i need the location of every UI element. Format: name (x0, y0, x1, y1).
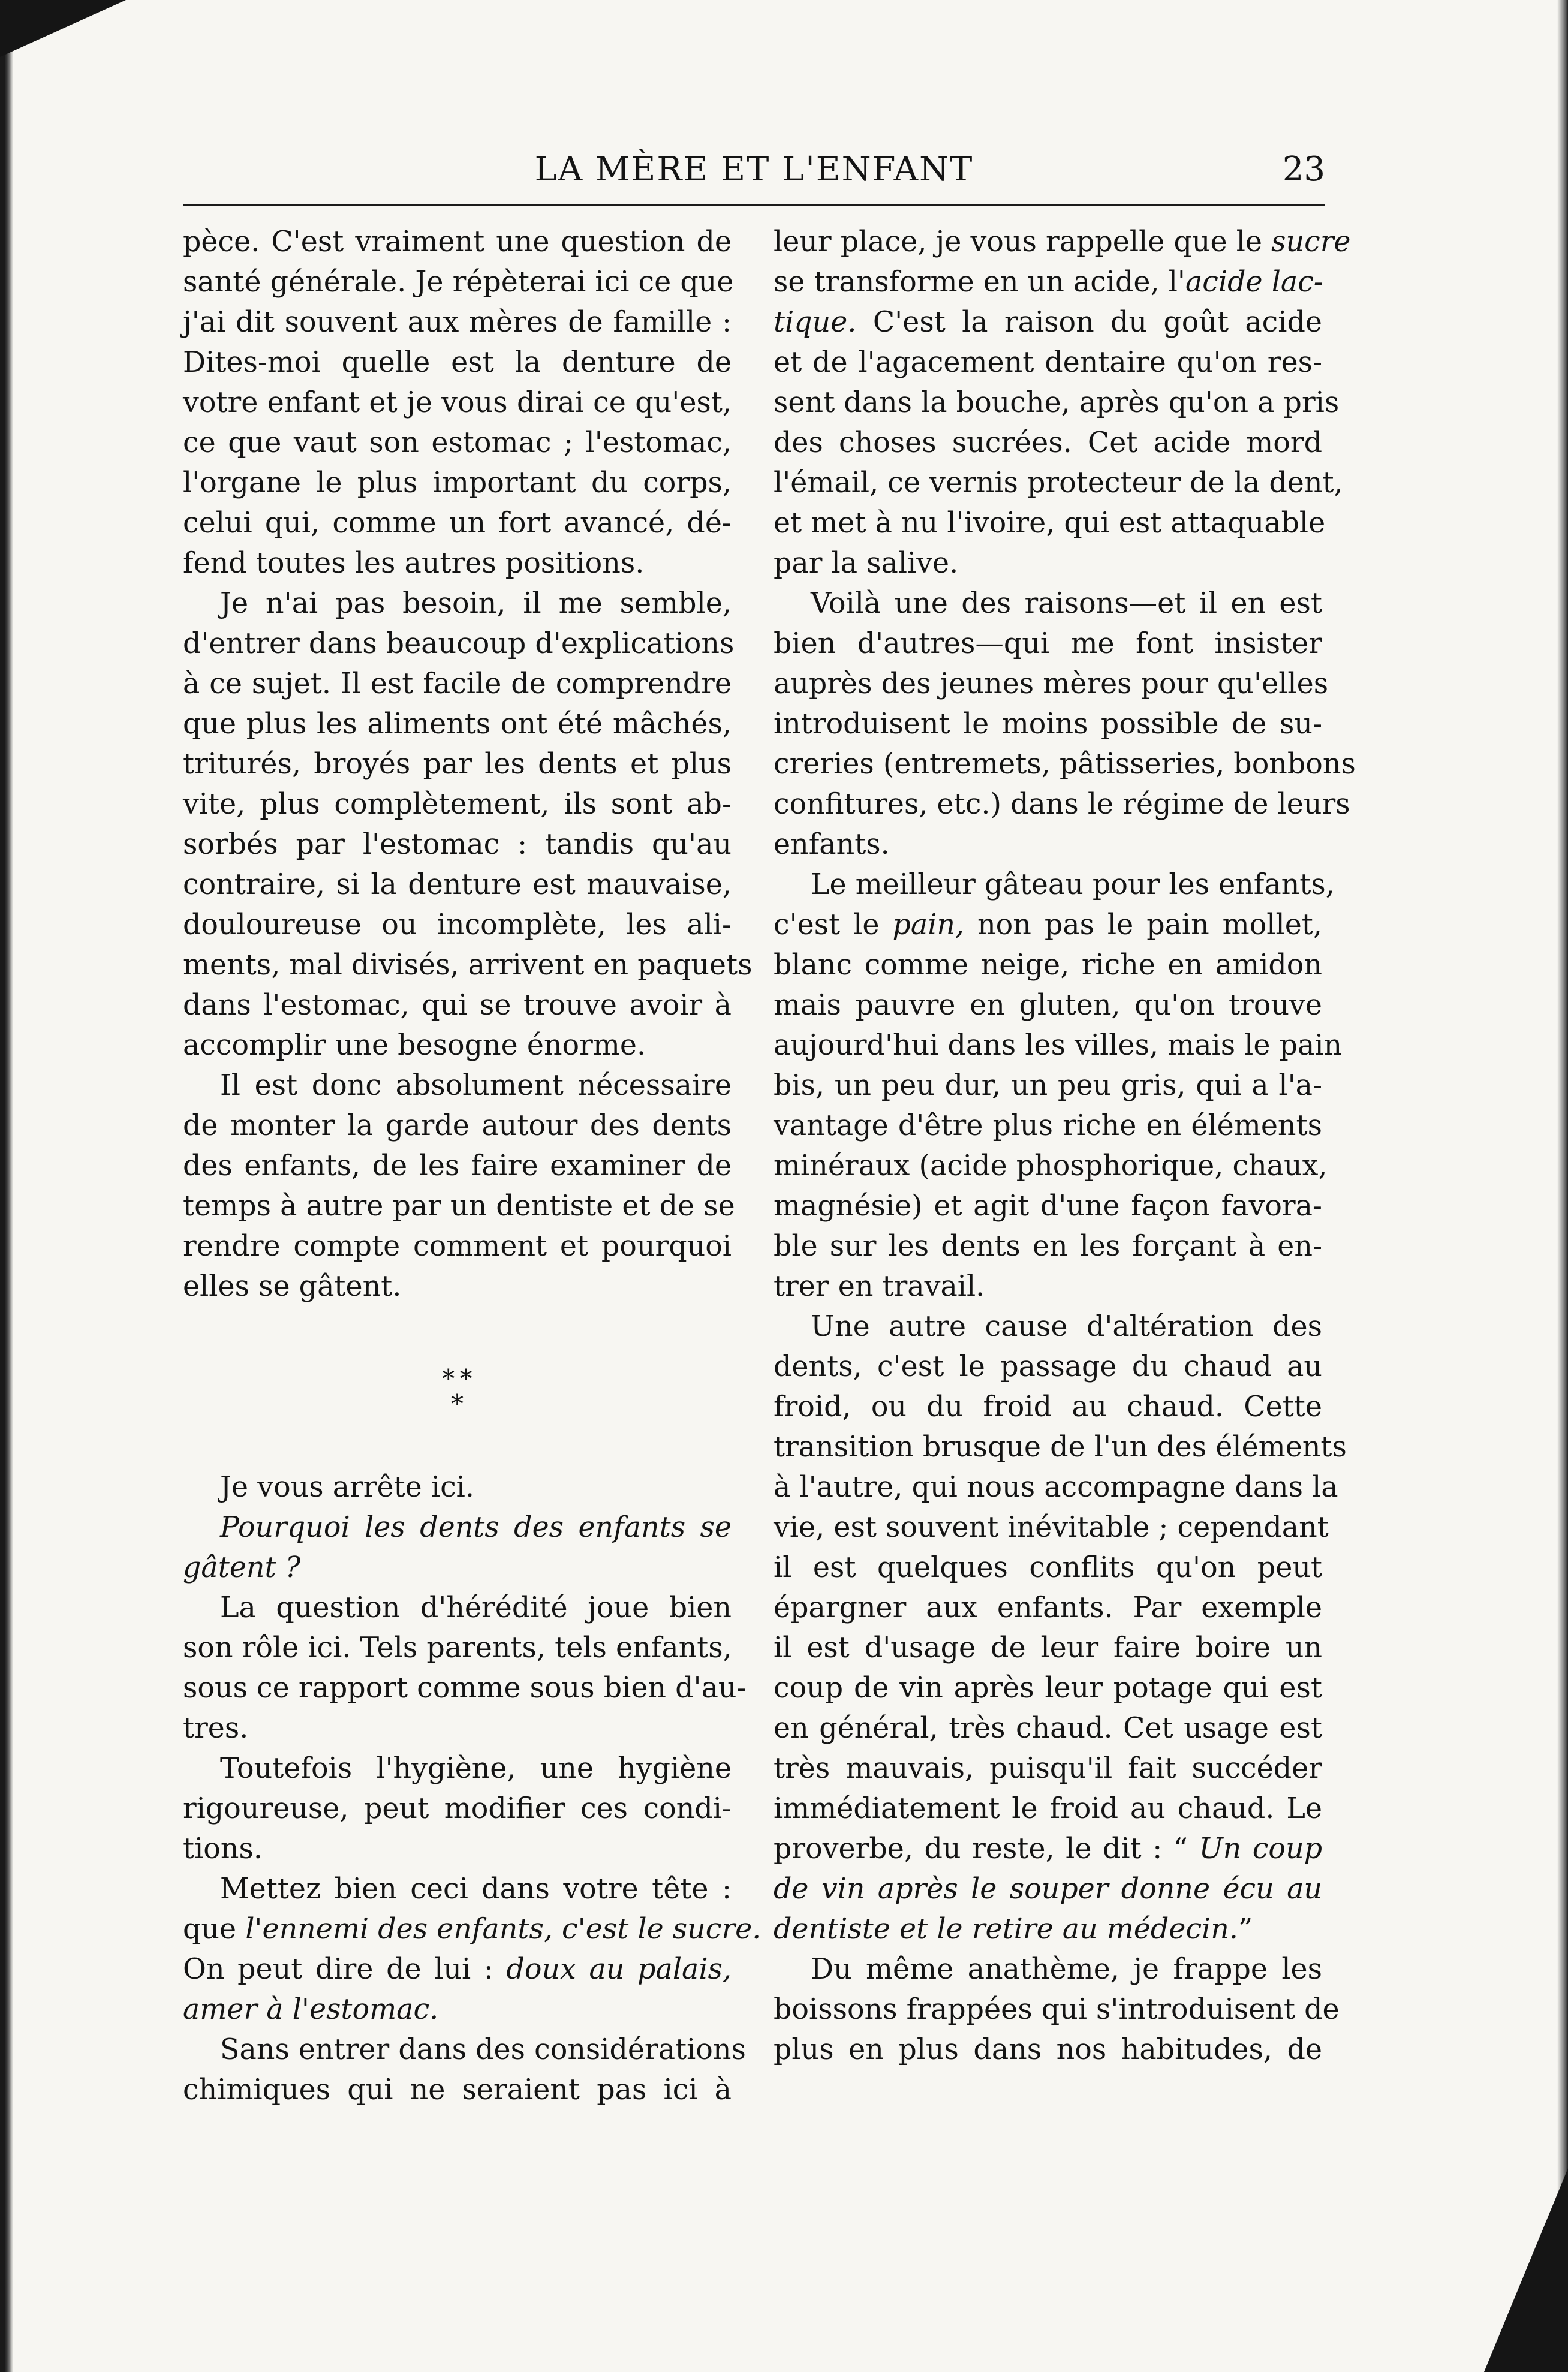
text-line (183, 1789, 732, 1829)
text-line (774, 1748, 1322, 1789)
section-break-asterism: * * * (442, 1364, 472, 1419)
text-line (183, 784, 732, 824)
line-text: contraire, si la denture est mauvaise, (183, 868, 732, 901)
text-line (183, 664, 732, 704)
text-line (774, 423, 1322, 463)
line-text: Une autre cause d'altération des (811, 1310, 1322, 1343)
line-text: triturés, broyés par les dents et plus (183, 748, 732, 781)
line-text: l'organe le plus important du corps, (183, 466, 732, 499)
line-text: tres. (183, 1712, 249, 1745)
line-text: introduisent le moins possible de su- (774, 708, 1322, 741)
line-text: froid, ou du froid au chaud. Cette (774, 1390, 1322, 1423)
line-text: immédiatement le froid au chaud. Le (774, 1792, 1322, 1825)
line-text: il est d'usage de leur faire boire un (774, 1631, 1322, 1664)
text-line (774, 262, 1322, 302)
text-line (774, 1427, 1347, 1467)
text-line (774, 1869, 1322, 1909)
line-text: il est quelques conflits qu'on peut (774, 1551, 1322, 1584)
text-line (183, 985, 732, 1025)
line-italic-text: acide lac- (1185, 266, 1323, 299)
text-line (183, 1467, 732, 1507)
line-text: minéraux (acide phosphorique, chaux, (774, 1149, 1328, 1182)
line-text: des choses sucrées. Cet acide mord (774, 426, 1322, 459)
page-header (183, 150, 1325, 206)
text-line (774, 222, 1351, 262)
text-line (183, 1869, 732, 1909)
line-italic-text: pain, (892, 908, 965, 941)
text-line (183, 302, 732, 342)
text-line (183, 1226, 732, 1266)
line-text: creries (entremets, pâtisseries, bonbons (774, 748, 1356, 781)
text-line (183, 1588, 732, 1628)
text-line (774, 1226, 1322, 1266)
line-text: vie, est souvent inévitable ; cependant (774, 1511, 1329, 1544)
line-text: épargner aux enfants. Par exemple (774, 1591, 1322, 1624)
text-line (774, 503, 1326, 543)
line-text: auprès des jeunes mères pour qu'elles (774, 667, 1329, 700)
scan-corner-top-left (0, 0, 126, 57)
text-line (183, 704, 732, 744)
text-line (774, 463, 1343, 503)
line-text: Il est donc absolument nécessaire (220, 1069, 732, 1102)
line-text: en général, très chaud. Cet usage est (774, 1712, 1322, 1745)
text-line (774, 1989, 1340, 2030)
line-italic-text: de vin après le souper donne écu au (774, 1873, 1322, 1906)
text-line (774, 1146, 1328, 1186)
text-line (774, 583, 1322, 624)
line-text: bien d'autres—qui me font insister (774, 627, 1322, 660)
line-text: sorbés par l'estomac : tandis qu'au (183, 828, 732, 861)
line-text: aujourd'hui dans les villes, mais le pain (774, 1029, 1343, 1062)
text-line (774, 543, 1322, 583)
line-text: à ce sujet. Il est facile de comprendre (183, 667, 732, 700)
line-text: Du même anathème, je frappe les (811, 1953, 1322, 1986)
text-line (774, 624, 1322, 664)
text-line (183, 1146, 732, 1186)
line-text: blanc comme neige, riche en amidon (774, 949, 1322, 982)
line-text: coup de vin après leur potage qui est (774, 1672, 1322, 1705)
text-line (774, 1307, 1322, 1347)
line-text: dans l'estomac, qui se trouve avoir à (183, 989, 732, 1022)
text-line (183, 624, 735, 664)
line-text: plus en plus dans nos habitudes, de (774, 2033, 1322, 2066)
line-text: votre enfant et je vous dirai ce qu'est, (183, 386, 732, 419)
scan-edge-right (1557, 0, 1568, 2372)
text-line (183, 543, 732, 583)
running-title: LA MÈRE ET L'ENFANT (534, 150, 974, 189)
text-line (183, 2030, 746, 2070)
scan-corner-bottom-right (1484, 2168, 1568, 2372)
text-line (774, 824, 1322, 865)
text-line (774, 985, 1322, 1025)
line-text: et met à nu l'ivoire, qui est attaquable (774, 507, 1326, 540)
text-line (774, 784, 1350, 824)
text-line (774, 1186, 1322, 1226)
line-text: elles se gâtent. (183, 1270, 402, 1303)
text-line (183, 583, 732, 624)
line-text: On peut dire de lui : (183, 1953, 507, 1986)
text-line (183, 1266, 732, 1307)
line-text: se transforme en un acide, l' (774, 266, 1185, 299)
text-line (774, 383, 1340, 423)
text-line (774, 1467, 1338, 1507)
line-text: La question d'hérédité joue bien (220, 1591, 732, 1624)
line-text-after: C'est la raison du goût acide (856, 306, 1322, 339)
line-text: ments, mal divisés, arrivent en paquets (183, 949, 753, 982)
line-text: boissons frappées qui s'introduisent de (774, 1993, 1340, 2026)
line-text: Dites-moi quelle est la denture de (183, 346, 732, 379)
text-line (183, 2070, 732, 2110)
text-line (774, 1909, 1322, 1949)
line-italic-text: sucre (1271, 225, 1351, 258)
line-text: celui qui, comme un fort avancé, dé- (183, 507, 732, 540)
line-text: Mettez bien ceci dans votre tête : (220, 1873, 732, 1906)
text-line (183, 503, 732, 543)
text-line (774, 664, 1329, 704)
text-line (183, 1507, 732, 1548)
line-italic-text: Un coup (1199, 1832, 1323, 1865)
text-line (774, 704, 1322, 744)
line-text: des enfants, de les faire examiner de (183, 1149, 732, 1182)
text-line (183, 945, 753, 985)
line-text: vantage d'être plus riche en éléments (774, 1109, 1322, 1142)
text-line (183, 865, 732, 905)
line-text: trer en travail. (774, 1270, 985, 1303)
text-line (183, 1909, 762, 1949)
text-line (183, 383, 732, 423)
line-text: j'ai dit souvent aux mères de famille : (183, 306, 732, 339)
text-line (183, 1025, 732, 1065)
line-text: accomplir une besogne énorme. (183, 1029, 646, 1062)
text-line (774, 945, 1322, 985)
line-italic-text: doux au palais, (506, 1953, 732, 1986)
line-text: Le meilleur gâteau pour les enfants, (811, 868, 1335, 901)
text-line (183, 463, 732, 503)
text-line (774, 1106, 1322, 1146)
text-line (774, 1789, 1322, 1829)
scan-edge-left (0, 0, 13, 2372)
text-line (183, 1106, 732, 1146)
line-text: temps à autre par un dentiste et de se (183, 1190, 735, 1223)
text-line (183, 1708, 732, 1748)
line-text: par la salive. (774, 547, 959, 580)
text-line (774, 1628, 1322, 1668)
line-italic-text: amer à l'estomac. (183, 1993, 439, 2026)
line-text: d'entrer dans beaucoup d'explications (183, 627, 735, 660)
line-text: Je vous arrête ici. (220, 1471, 474, 1504)
line-text: dents, c'est le passage du chaud au (774, 1350, 1322, 1383)
text-line (183, 824, 732, 865)
line-text: Voilà une des raisons—et il en est (811, 587, 1322, 620)
line-text: transition brusque de l'un des éléments (774, 1431, 1347, 1464)
text-line (774, 1829, 1322, 1869)
line-text: pèce. C'est vraiment une question de (183, 225, 732, 258)
text-line (774, 1065, 1322, 1106)
line-text: à l'autre, qui nous accompagne dans la (774, 1471, 1338, 1504)
text-line (774, 1548, 1322, 1588)
line-text: sent dans la bouche, après qu'on a pris (774, 386, 1340, 419)
text-line (774, 302, 1322, 342)
line-text: leur place, je vous rappelle que le (774, 225, 1272, 258)
line-text: douloureuse ou incomplète, les ali- (183, 908, 732, 941)
line-text: Sans entrer dans des considérations (220, 2033, 746, 2066)
text-line (774, 744, 1356, 784)
text-line (183, 1065, 732, 1106)
text-line (183, 1548, 732, 1588)
text-line (183, 423, 732, 463)
line-text: que (183, 1913, 246, 1946)
text-line (774, 1025, 1343, 1065)
left-text-column (183, 222, 762, 2110)
line-text: c'est le (774, 908, 893, 941)
text-line (774, 2030, 1322, 2070)
text-line (774, 1387, 1322, 1427)
line-italic-text: l'ennemi des enfants, c'est le sucre. (245, 1913, 762, 1946)
line-text: sous ce rapport comme sous bien d'au- (183, 1672, 747, 1705)
line-text: tions. (183, 1832, 263, 1865)
line-italic-text: tique. (774, 306, 857, 339)
text-line (183, 1989, 732, 2030)
right-text-column (774, 222, 1356, 2070)
line-text: Je n'ai pas besoin, il me semble, (220, 587, 732, 620)
page-number: 23 (1282, 150, 1325, 189)
line-text: chimiques qui ne seraient pas ici à (183, 2073, 732, 2106)
text-line (774, 342, 1322, 383)
text-line (774, 1708, 1322, 1748)
line-text: fend toutes les autres positions. (183, 547, 645, 580)
line-text: que plus les aliments ont été mâchés, (183, 708, 732, 741)
line-text: de monter la garde autour des dents (183, 1109, 732, 1142)
text-line (183, 1748, 732, 1789)
text-line (183, 905, 732, 945)
text-line (183, 1186, 735, 1226)
line-text: proverbe, du reste, le dit : “ (774, 1832, 1199, 1865)
line-text: rendre compte comment et pourquoi (183, 1230, 732, 1263)
line-text: rigoureuse, peut modifier ces condi- (183, 1792, 732, 1825)
line-text: confitures, etc.) dans le régime de leurs (774, 788, 1350, 821)
line-text-after: non pas le pain mollet, (964, 908, 1322, 941)
text-line (183, 1949, 732, 1989)
text-line (774, 905, 1322, 945)
text-line (774, 1949, 1322, 1989)
text-line (183, 1628, 732, 1668)
line-text: gâtent ? (183, 1551, 301, 1584)
text-line (774, 1507, 1329, 1548)
line-text: et de l'agacement dentaire qu'on res- (774, 346, 1322, 379)
text-line (774, 865, 1335, 905)
line-italic-text: dentiste et le retire au médecin. (774, 1913, 1238, 1946)
line-text: bis, un peu dur, un peu gris, qui a l'a- (774, 1069, 1322, 1102)
line-text: son rôle ici. Tels parents, tels enfants, (183, 1631, 732, 1664)
text-line (774, 1588, 1322, 1628)
text-line (183, 1668, 747, 1708)
text-line (183, 342, 732, 383)
line-text: l'émail, ce vernis protecteur de la dent, (774, 466, 1343, 499)
line-text: santé générale. Je répèterai ici ce que (183, 266, 734, 299)
line-text: magnésie) et agit d'une façon favora- (774, 1190, 1322, 1223)
text-line (183, 262, 732, 302)
line-text: Toutefois l'hygiène, une hygiène (220, 1752, 732, 1785)
line-text: ble sur les dents en les forçant à en- (774, 1230, 1322, 1263)
line-text: mais pauvre en gluten, qu'on trouve (774, 989, 1322, 1022)
line-text: enfants. (774, 828, 890, 861)
line-text: ce que vaut son estomac ; l'estomac, (183, 426, 732, 459)
text-line (774, 1668, 1322, 1708)
text-line (774, 1266, 1322, 1307)
text-line (183, 1829, 732, 1869)
text-line (774, 1347, 1322, 1387)
line-text: Pourquoi les dents des enfants se (220, 1511, 732, 1544)
line-text: très mauvais, puisqu'il fait succéder (774, 1752, 1322, 1785)
text-line (183, 744, 732, 784)
text-line (183, 222, 732, 262)
line-text-after: ” (1238, 1913, 1253, 1946)
line-text: vite, plus complètement, ils sont ab- (183, 788, 732, 821)
